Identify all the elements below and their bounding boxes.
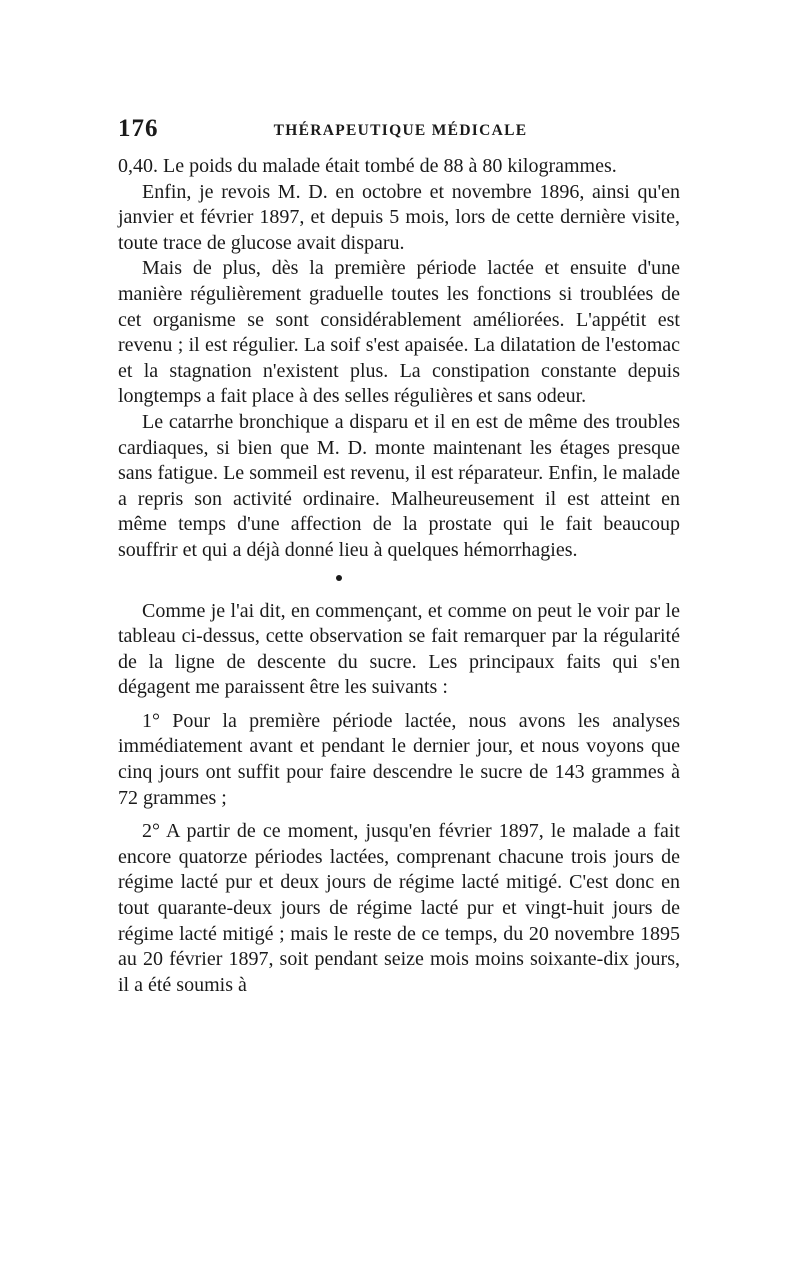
paragraph: 1° Pour la première période lactée, nous avons les analyses immédiatement avant et pendant le dernier jour, et nous voyons que cinq jours ont suffit pour faire descendre le sucre de 143 grammes à 72 grammes ; (118, 709, 680, 809)
running-title: THÉRAPEUTIQUE MÉDICALE (273, 122, 528, 139)
paragraph: 2° A partir de ce moment, jusqu'en février 1897, le malade a fait encore quatorze périodes lactées, comprenant chacune trois jours de régime lacté pur et deux jours de régime lacté mitigé. C'est donc en tout quarante-deux jours de régime lacté pur et vingt-huit jours de régime lacté mitigé ; mais le reste de ce temps, du 20 novembre 1895 au 20 février 1897, soit pendant seize mois moins soixante-dix jours, il a été soumis à (118, 820, 680, 996)
separator-dot-icon (336, 575, 342, 581)
page-header (118, 115, 683, 145)
paragraph-continuation: 0,40. Le poids du malade était tombé de 88 à 80 kilogrammes. (118, 155, 617, 177)
section-separator (118, 564, 680, 599)
page-number: 176 (118, 115, 159, 142)
paragraph: Mais de plus, dès la première période lactée et ensuite d'une manière régulièrement graduelle toutes les fonctions si troublées de cet organisme se sont considérablement améliorées. L'appétit est revenu ; il est régulier. La soif s'est apaisée. La dilatation de l'estomac et la stagnation n'existent plus. La constipation constante depuis longtemps a fait place à des selles régulières et sans odeur. (118, 257, 680, 408)
body-text (118, 154, 680, 998)
paragraph: Enfin, je revois M. D. en octobre et novembre 1896, ainsi qu'en janvier et février 1897, et depuis 5 mois, lors de cette dernière visite, toute trace de glucose avait disparu. (118, 180, 680, 254)
paragraph: Comme je l'ai dit, en commençant, et comme on peut le voir par le tableau ci-dessus, cette observation se fait remarquer par la régularité de la ligne de descente du sucre. Les principaux faits qui s'en dégagent me paraissent être les suivants : (118, 599, 680, 699)
paragraph: Le catarrhe bronchique a disparu et il en est de même des troubles cardiaques, si bien que M. D. monte maintenant les étages presque sans fatigue. Le sommeil est revenu, il est réparateur. Enfin, le malade a repris son activité ordinaire. Malheureusement il est atteint en même temps d'une affection de la prostate qui le fait beaucoup souffrir et qui a déjà donné lieu à quelques hémorrhagies. (118, 410, 680, 561)
